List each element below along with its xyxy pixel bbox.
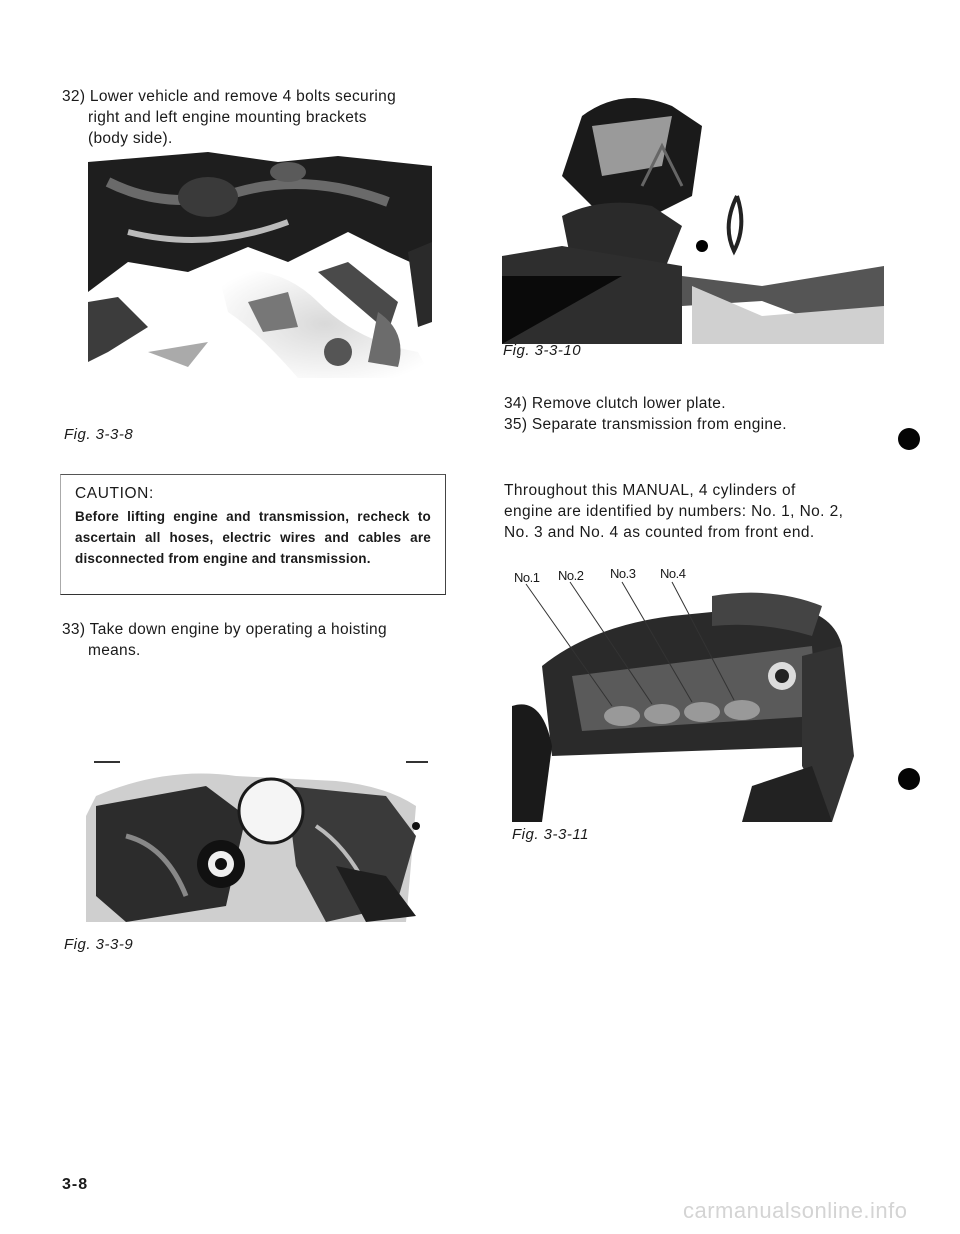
step-text: means.: [88, 642, 141, 659]
margin-bullet: [898, 428, 920, 450]
figure-caption: Fig. 3-3-11: [512, 826, 589, 843]
step-text: (body side).: [88, 130, 173, 147]
step-number: 34): [504, 395, 528, 412]
step-text: Remove clutch lower plate.: [531, 395, 726, 412]
figure-caption: Fig. 3-3-10: [503, 342, 582, 359]
cylinder-numbering-note: [504, 480, 884, 543]
note-line: engine are identified by numbers: No. 1, No. 2,: [504, 503, 844, 520]
margin-bullet: [898, 768, 920, 790]
page-number: 3-8: [62, 1176, 89, 1193]
step-35: [504, 414, 884, 435]
cylinder-label: No.1: [514, 570, 540, 585]
step-text: right and left engine mounting brackets: [88, 109, 367, 126]
note-line: No. 3 and No. 4 as counted from front end.: [504, 524, 815, 541]
step-32: [62, 86, 442, 149]
step-text: Take down engine by operating a hoisting: [89, 621, 387, 638]
watermark: carmanualsonline.info: [683, 1198, 908, 1223]
note-line: Throughout this MANUAL, 4 cylinders of: [504, 482, 796, 499]
figure-caption: Fig. 3-3-8: [64, 426, 134, 443]
figure-caption: Fig. 3-3-9: [64, 936, 134, 953]
cylinder-label: No.3: [610, 566, 636, 581]
step-text: Lower vehicle and remove 4 bolts securing: [89, 88, 397, 105]
photo-engine-hoisting: [86, 756, 436, 922]
photo-engine-mounting-brackets: [88, 152, 432, 378]
caution-title: CAUTION:: [75, 485, 154, 502]
photo-cylinder-numbers: [512, 566, 854, 822]
caution-box: [60, 474, 446, 595]
step-number: 35): [504, 416, 528, 433]
step-33: [62, 619, 442, 661]
step-text: Separate transmission from engine.: [531, 416, 787, 433]
cylinder-label: No.2: [558, 568, 584, 583]
photo-transmission-separation: [502, 86, 884, 344]
step-34: [504, 393, 884, 414]
step-number: 33): [62, 621, 86, 638]
caution-body: Before lifting engine and transmission, recheck to ascertain all hoses, electric wires and cables are disconnected from engine and transmission.: [75, 509, 431, 566]
step-number: 32): [62, 88, 86, 105]
cylinder-label: No.4: [660, 566, 686, 581]
